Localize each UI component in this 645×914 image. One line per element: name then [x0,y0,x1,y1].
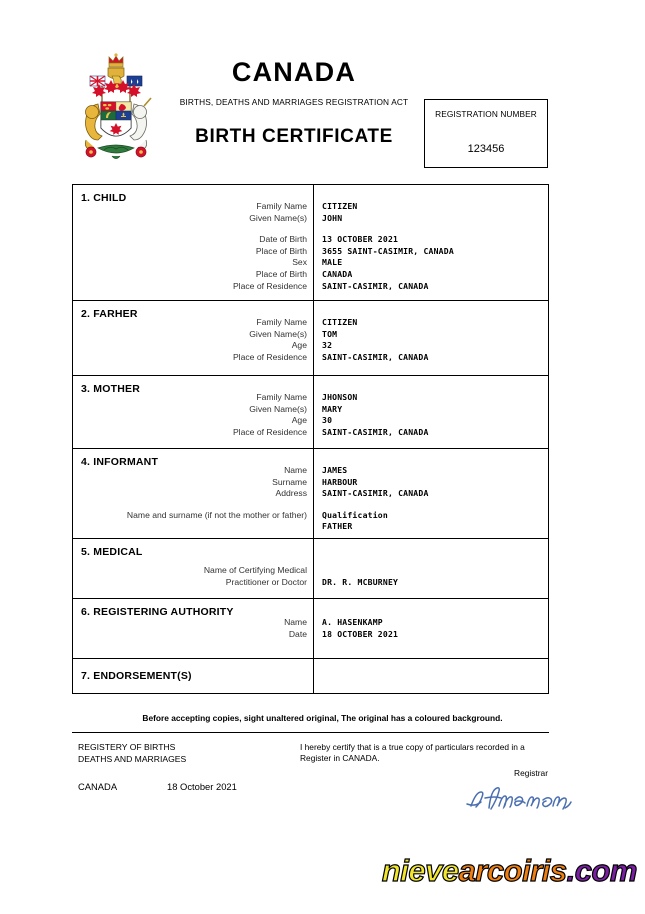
value-family-name: CITIZEN [322,317,358,327]
label-place-of-birth-2: Place of Birth [255,268,307,279]
section-informant-title: 4. INFORMANT [81,456,159,468]
value-place-of-residence: SAINT-CASIMIR, CANADA [322,280,429,291]
value-surname: HARBOUR [322,476,358,487]
label-place-of-residence: Place of Residence [232,351,307,362]
registry-line-1: REGISTERY OF BIRTHS [78,742,176,752]
value-place-of-residence: SAINT-CASIMIR, CANADA [322,426,429,437]
label-place-of-residence: Place of Residence [232,426,307,437]
section-informant-values [322,465,429,533]
section-medical-values [322,577,398,589]
section-registering-authority [73,599,548,659]
certify-line-2: Register in CANADA. [300,753,380,764]
label-alt-name: Name and surname (if not the mother or father) [126,509,307,520]
label-given-names: Given Name(s) [249,328,307,339]
watermark-part-b: arcoiris [458,853,567,888]
section-endorsements [73,659,548,693]
section-child-title: 1. CHILD [81,192,127,204]
section-informant-left [73,449,314,538]
label-family-name: Family Name [256,392,307,402]
registry-country: CANADA [78,781,118,792]
section-informant-labels [82,465,307,521]
value-date: 18 OCTOBER 2021 [322,628,399,639]
value-age: 30 [322,415,333,426]
value-family-name: JHONSON [322,392,358,402]
label-surname: Surname [272,476,307,487]
value-place-of-birth-2: CANADA [322,268,353,279]
section-child [73,185,548,301]
section-informant [73,449,548,539]
label-place-of-birth: Place of Birth [255,245,307,256]
value-family-name: CITIZEN [322,201,358,211]
label-given-names: Given Name(s) [249,403,307,414]
value-sex: MALE [322,257,343,268]
section-father-title: 2. FARHER [81,308,138,320]
label-date: Date [288,628,307,639]
certification-statement [300,742,548,764]
section-medical-left [73,539,314,598]
section-medical-labels [82,565,307,588]
label-address: Address [275,488,307,499]
document-title: BIRTH CERTIFICATE [195,126,393,147]
value-given-names: MARY [322,403,343,414]
label-practitioner-line1: Name of Certifying Medical [203,565,307,575]
value-name: JAMES [322,465,348,475]
section-child-labels [82,201,307,292]
section-mother-right [314,376,548,448]
section-informant-right [314,449,548,538]
certificate-header [0,46,645,171]
registrar-label: Registrar [514,768,548,778]
section-mother-left [73,376,314,448]
value-given-names: TOM [322,328,338,339]
label-practitioner-line2: Practitioner or Doctor [225,576,307,587]
section-father-values [322,317,429,363]
value-qualification-label: Qualification [322,509,388,520]
label-family-name: Family Name [256,201,307,211]
act-subtitle: BIRTHS, DEATHS AND MARRIAGES REGISTRATION ACT [179,97,409,107]
label-given-names: Given Name(s) [249,212,307,223]
label-place-of-residence: Place of Residence [232,280,307,291]
section-registering-authority-left [73,599,314,658]
section-mother-labels [82,392,307,438]
section-endorsements-right [314,659,548,693]
section-child-left [73,185,314,300]
section-mother-title: 3. MOTHER [81,383,140,395]
copy-notice: Before accepting copies, sight unaltered original, The original has a coloured background. [142,713,503,723]
section-medical-right [314,539,548,598]
label-family-name: Family Name [256,317,307,327]
watermark-part-a: nieve [381,853,459,888]
header-titles [170,56,418,148]
section-mother [73,376,548,449]
section-registering-authority-title: 6. REGISTERING AUTHORITY [81,606,234,618]
registrar-signature [465,780,575,816]
label-date-of-birth: Date of Birth [259,234,307,245]
registration-number-box [424,99,548,168]
label-age: Age [291,415,307,426]
value-age: 32 [322,340,333,351]
site-watermark [0,854,645,888]
registry-date: 18 October 2021 [167,781,237,792]
section-endorsements-title: 7. ENDORSEMENT(S) [81,670,192,682]
footer-divider [72,732,549,733]
value-qualification: FATHER [322,521,353,532]
section-medical-title: 5. MEDICAL [81,546,143,558]
certificate-table [72,184,549,694]
registry-office [78,742,186,765]
value-practitioner: DR. R. MCBURNEY [322,577,399,587]
section-registering-authority-labels [82,617,307,640]
section-registering-authority-right [314,599,548,658]
value-given-names: JOHN [322,212,343,223]
canada-coat-of-arms-icon [68,52,164,170]
registration-number-value: 123456 [467,143,505,155]
section-registering-authority-values [322,617,398,640]
label-name: Name [284,617,307,627]
section-child-right [314,185,548,300]
section-endorsements-left [73,659,314,693]
section-father-labels [82,317,307,363]
label-sex: Sex [292,257,307,268]
section-father-right [314,301,548,375]
label-name: Name [284,465,307,475]
section-medical [73,539,548,599]
value-place-of-residence: SAINT-CASIMIR, CANADA [322,351,429,362]
section-child-values [322,201,454,292]
value-place-of-birth: 3655 SAINT-CASIMIR, CANADA [322,245,454,256]
value-date-of-birth: 13 OCTOBER 2021 [322,234,399,245]
certify-line-1: I hereby certify that is a true copy of particulars recorded in a [300,742,525,752]
watermark-part-c: .com [566,853,637,888]
value-address: SAINT-CASIMIR, CANADA [322,488,429,499]
value-name: A. HASENKAMP [322,617,383,627]
registry-line-2: DEATHS AND MARRIAGES [78,753,187,764]
registration-number-label: REGISTRATION NUMBER [435,109,537,119]
section-mother-values [322,392,429,438]
section-father [73,301,548,376]
label-age: Age [291,340,307,351]
section-father-left [73,301,314,375]
page-title: CANADA [231,57,357,87]
